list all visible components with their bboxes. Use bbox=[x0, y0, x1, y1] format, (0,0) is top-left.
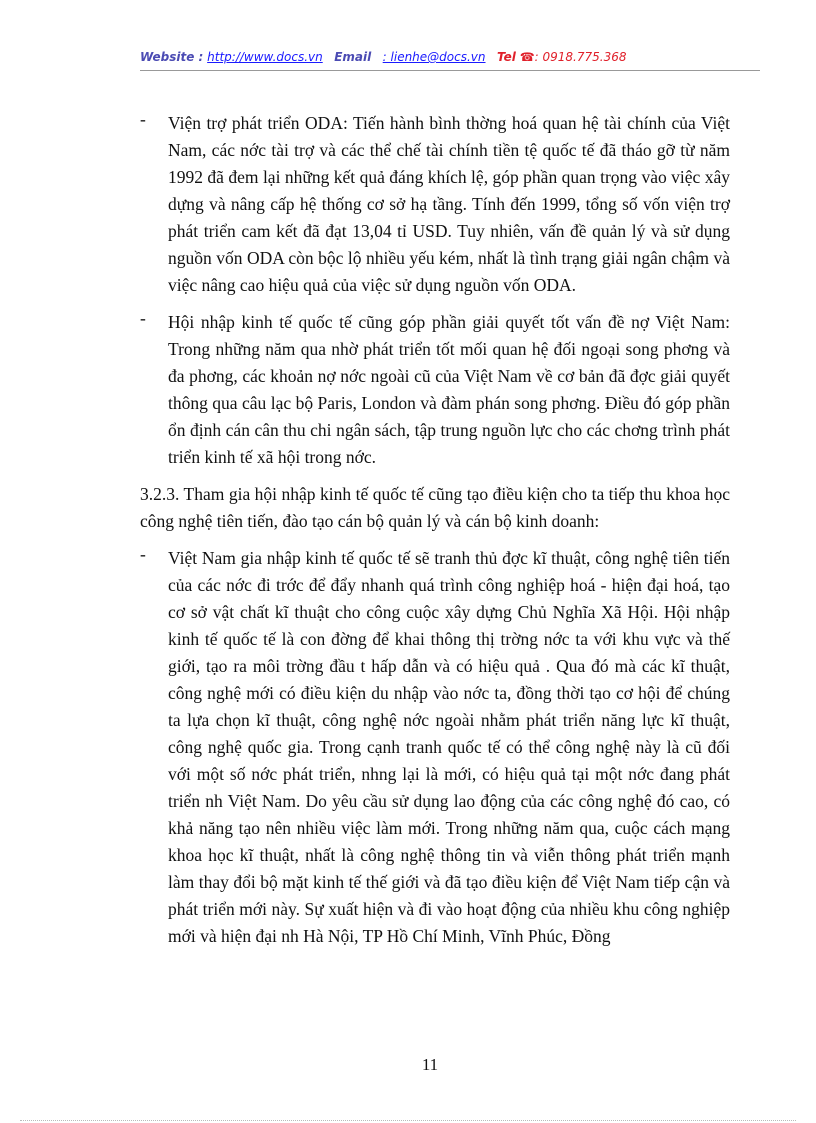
header-divider bbox=[140, 70, 760, 71]
document-body bbox=[140, 110, 730, 960]
paragraph-technology: Việt Nam gia nhập kinh tế quốc tế sẽ tranh thủ đợc kĩ thuật, công nghệ tiên tiến của các nớc đi trớc để đẩy nhanh quá trình công nghiệp hoá - hiện đại hoá, tạo cơ sở vật chất kĩ thuật cho công cuộc xây dựng Chủ Nghĩa Xã Hội. Hội nhập kinh tế quốc tế là con đờng để khai thông thị trờng nớc ta với khu vực và thế giới, tạo ra môi trờng đầu t hấp dẫn và có hiệu quả . Qua đó mà các kĩ thuật, công nghệ mới có điều kiện du nhập vào nớc ta, đồng thời tạo cơ hội để chúng ta lựa chọn kĩ thuật, công nghệ nớc ngoài nhằm phát triển năng lực kĩ thuật, công nghệ quốc gia. Trong cạnh tranh quốc tế có thể công nghệ này là cũ đối với một số nớc phát triển, nhng lại là mới, có hiệu quả tại một nớc đang phát triển nh Việt Nam. Do yêu cầu sử dụng lao động của các công nghệ đó cao, có khả năng tạo nên nhiều việc làm mới. Trong những năm qua, cuộc cách mạng khoa học kĩ thuật, nhất là công nghệ thông tin và viễn thông phát triển mạnh làm thay đổi bộ mặt kinh tế thế giới và đã tạo điều kiện để Việt Nam tiếp cận và phát triển mới này. Sự xuất hiện và đi vào hoạt động của nhiều khu công nghiệp mới và hiện đại nh Hà Nội, TP Hồ Chí Minh, Vĩnh Phúc, Đồng bbox=[168, 548, 730, 946]
bullet-dash: - bbox=[140, 308, 146, 328]
tel-label: Tel bbox=[496, 50, 516, 64]
bullet-dash: - bbox=[140, 109, 146, 129]
website-link[interactable]: http://www.docs.vn bbox=[207, 50, 323, 64]
phone-icon: ☎ bbox=[519, 50, 535, 64]
paragraph-debt: Hội nhập kinh tế quốc tế cũng góp phần giải quyết tốt vấn đề nợ Việt Nam: Trong những năm qua nhờ phát triển tốt mối quan hệ đối ngoại song phơng và đa phơng, các khoản nợ nớc ngoài cũ của Việt Nam về cơ bản đã đợc giải quyết thông qua câu lạc bộ Paris, London và đàm phán song phơng. Điều đó góp phần ổn định cán cân thu chi ngân sách, tập trung nguồn lực cho các chơng trình phát triển kinh tế xã hội trong nớc. bbox=[168, 312, 730, 467]
website-label: Website : bbox=[140, 50, 204, 64]
list-item bbox=[140, 545, 730, 950]
list-item bbox=[140, 110, 730, 299]
list-item bbox=[140, 309, 730, 471]
page-header bbox=[140, 50, 760, 64]
bullet-dash: - bbox=[140, 544, 146, 564]
page-number: 11 bbox=[421, 1055, 439, 1074]
page-bottom-border bbox=[20, 1120, 796, 1121]
phone-number: : 0918.775.368 bbox=[534, 50, 627, 64]
email-label: Email bbox=[334, 50, 372, 64]
paragraph-oda: Viện trợ phát triển ODA: Tiến hành bình thờng hoá quan hệ tài chính của Việt Nam, các nớc tài trợ và các thể chế tài chính tiền tệ quốc tế đã tháo gỡ từ năm 1992 đã đem lại những kết quả đáng khích lệ, góp phần quan trọng vào việc xây dựng và nâng cấp hệ thống cơ sở hạ tầng. Tính đến 1999, tổng số vốn viện trợ phát triển cam kết đã đạt 13,04 tỉ USD. Tuy nhiên, vấn đề quản lý và sử dụng nguồn vốn ODA còn bộc lộ nhiều yếu kém, nhất là tình trạng giải ngân chậm và việc nâng cao hiệu quả của việc sử dụng nguồn vốn ODA. bbox=[168, 113, 730, 295]
email-link[interactable]: : lienhe@docs.vn bbox=[382, 50, 486, 64]
section-heading: 3.2.3. Tham gia hội nhập kinh tế quốc tế cũng tạo điều kiện cho ta tiếp thu khoa học công nghệ tiên tiến, đào tạo cán bộ quản lý và cán bộ kinh doanh: bbox=[140, 484, 730, 531]
